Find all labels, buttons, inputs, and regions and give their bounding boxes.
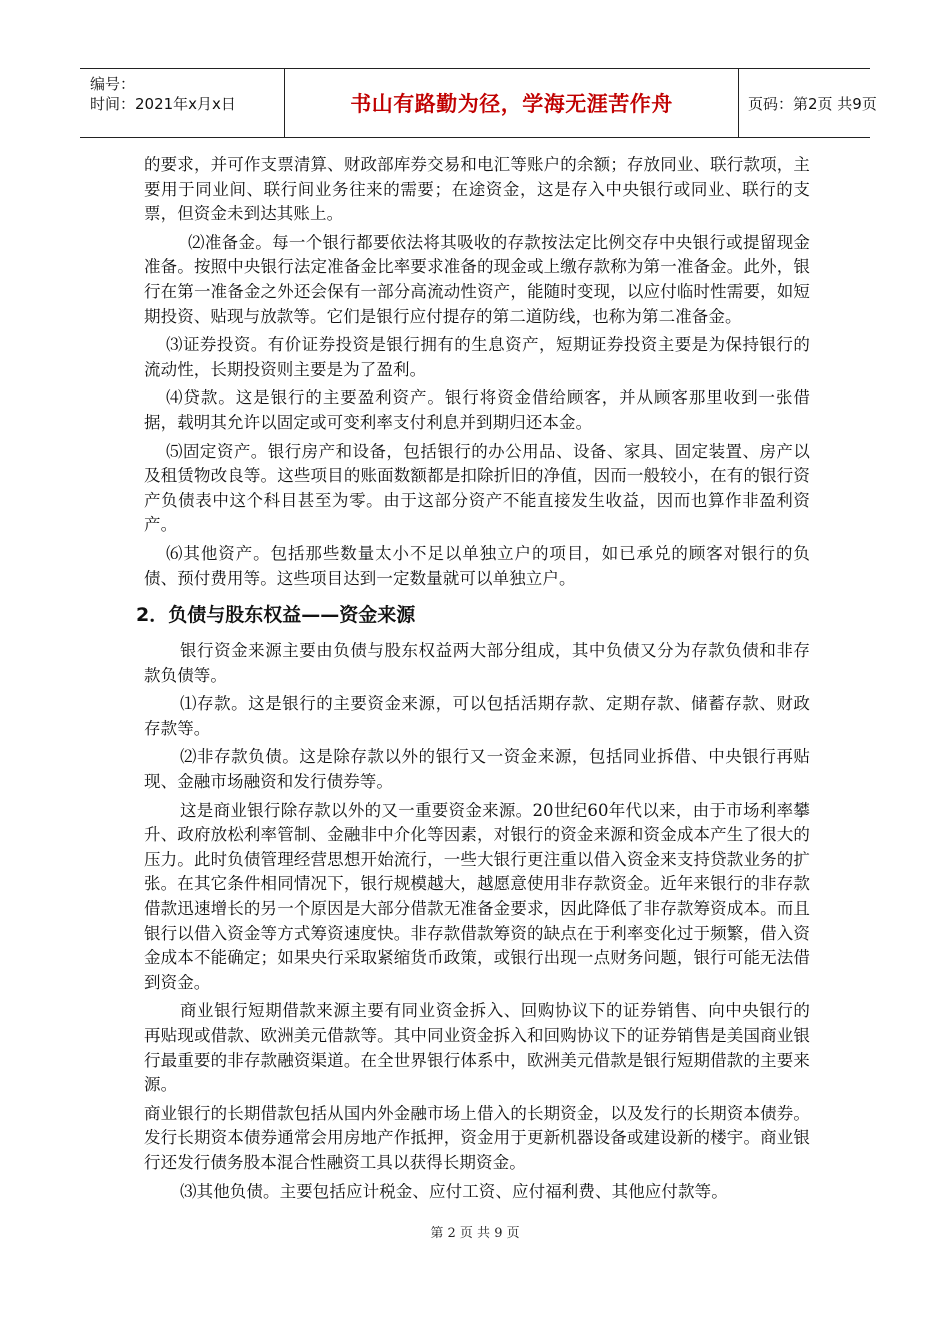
header-page-cell xyxy=(740,69,877,137)
section-heading: 2．负债与股东权益——资金来源 xyxy=(136,604,416,627)
paragraph-long-term-borrowing: 商业银行的长期借款包括从国内外金融市场上借入的长期资金，以及发行的长期资本债券。发行长期资本债券通常会用房地产作抵押，资金用于更新机器设备或建设新的楼宇。商业银行还发行债务股本混合性融资工具以获得长期资金。 xyxy=(144,1103,810,1172)
paragraph-nondeposit: ⑵非存款负债。这是除存款以外的银行又一资金来源，包括同业拆借、中央银行再贴现、金融市场融资和发行债券等。 xyxy=(144,747,810,792)
motto-text: 书山有路勤为径，学海无涯苦作舟 xyxy=(350,92,673,116)
paragraph-funding-intro: 银行资金来源主要由负债与股东权益两大部分组成，其中负债又分为存款负债和非存款负债等。 xyxy=(144,641,810,685)
document-time-label: 时间：2021年x月x日 xyxy=(90,95,236,113)
header-left-cell xyxy=(80,69,282,137)
document-body xyxy=(136,153,810,1208)
page-footer: 第 2 页 共 9 页 xyxy=(430,1226,520,1241)
paragraph-short-term-borrowing: 商业银行短期借款来源主要有同业资金拆入、回购协议下的证券销售、向中央银行的再贴现或借款、欧洲美元借款等。其中同业资金拆入和回购协议下的证券销售是美国商业银行最重要的非存款融资渠道。在全世界银行体系中，欧洲美元借款是银行短期借款的主要来源。 xyxy=(144,1001,810,1095)
header-table xyxy=(80,68,877,138)
paragraph-deposits: ⑴存款。这是银行的主要资金来源，可以包括活期存款、定期存款、储蓄存款、财政存款等。 xyxy=(144,694,810,738)
page-info: 页码：第2页 共9页 xyxy=(748,94,877,113)
paragraph-loans: ⑷贷款。这是银行的主要盈利资产。银行将资金借给顾客，并从顾客那里收到一张借据，载明其允许以固定或可变利率支付利息并到期归还本金。 xyxy=(144,388,810,432)
paragraph-other-assets: ⑹其他资产。包括那些数量太小不足以单独立户的项目，如已承兑的顾客对银行的负债、预付费用等。这些项目达到一定数量就可以单独立户。 xyxy=(144,543,810,588)
paragraph-continued: 的要求，并可作支票清算、财政部库券交易和电汇等账户的余额；存放同业、联行款项，主要用于同业间、联行间业务往来的需要；在途资金，这是存入中央银行或同业、联行的支票，但资金未到达其账上。 xyxy=(144,155,810,224)
header-motto-cell xyxy=(284,69,739,137)
paragraph-fixed-assets: ⑸固定资产。银行房产和设备，包括银行的办公用品、设备、家具、固定装置、房产以及租赁物改良等。这些项目的账面数额都是扣除折旧的净值，因而一般较小，在有的银行资产负债表中这个科目甚至为零。由于这部分资产不能直接发生收益，因而也算作非盈利资产。 xyxy=(144,441,810,535)
paragraph-other-liabilities: ⑶其他负债。主要包括应计税金、应付工资、应付福利费、其他应付款等。 xyxy=(180,1181,728,1201)
paragraph-nondeposit-detail: 这是商业银行除存款以外的又一重要资金来源。20世纪60年代以来，由于市场利率攀升、政府放松利率管制、金融非中介化等因素，对银行的资金来源和资金成本产生了很大的压力。此时负债管理经营思想开始流行，一些大银行更注重以借入资金来支持贷款业务的扩张。在其它条件相同情况下，银行规模越大，越愿意使用非存款资金。近年来银行的非存款借款迅速增长的另一个原因是大部分借款无准备金要求，因此降低了非存款筹资成本。而且银行以借入资金等方式筹资速度快。非存款借款筹资的缺点在于利率变化过于频繁，借入资金成本不能确定；如果央行采取紧缩货币政策，或银行出现一点财务问题，银行可能无法借到资金。 xyxy=(144,800,810,992)
paragraph-reserves: ⑵准备金。每一个银行都要依法将其吸收的存款按法定比例交存中央银行或提留现金准备。按照中央银行法定准备金比率要求准备的现金或上缴存款称为第一准备金。此外，银行在第一准备金之外还会保有一部分高流动性资产，能随时变现，以应付临时性需要，如短期投资、贴现与放款等。它们是银行应付提存的第二道防线，也称为第二准备金。 xyxy=(144,232,810,326)
document-code-label: 编号： xyxy=(90,75,136,93)
paragraph-securities: ⑶证券投资。有价证券投资是银行拥有的生息资产，短期证券投资主要是为保持银行的流动性，长期投资则主要是为了盈利。 xyxy=(144,335,810,379)
